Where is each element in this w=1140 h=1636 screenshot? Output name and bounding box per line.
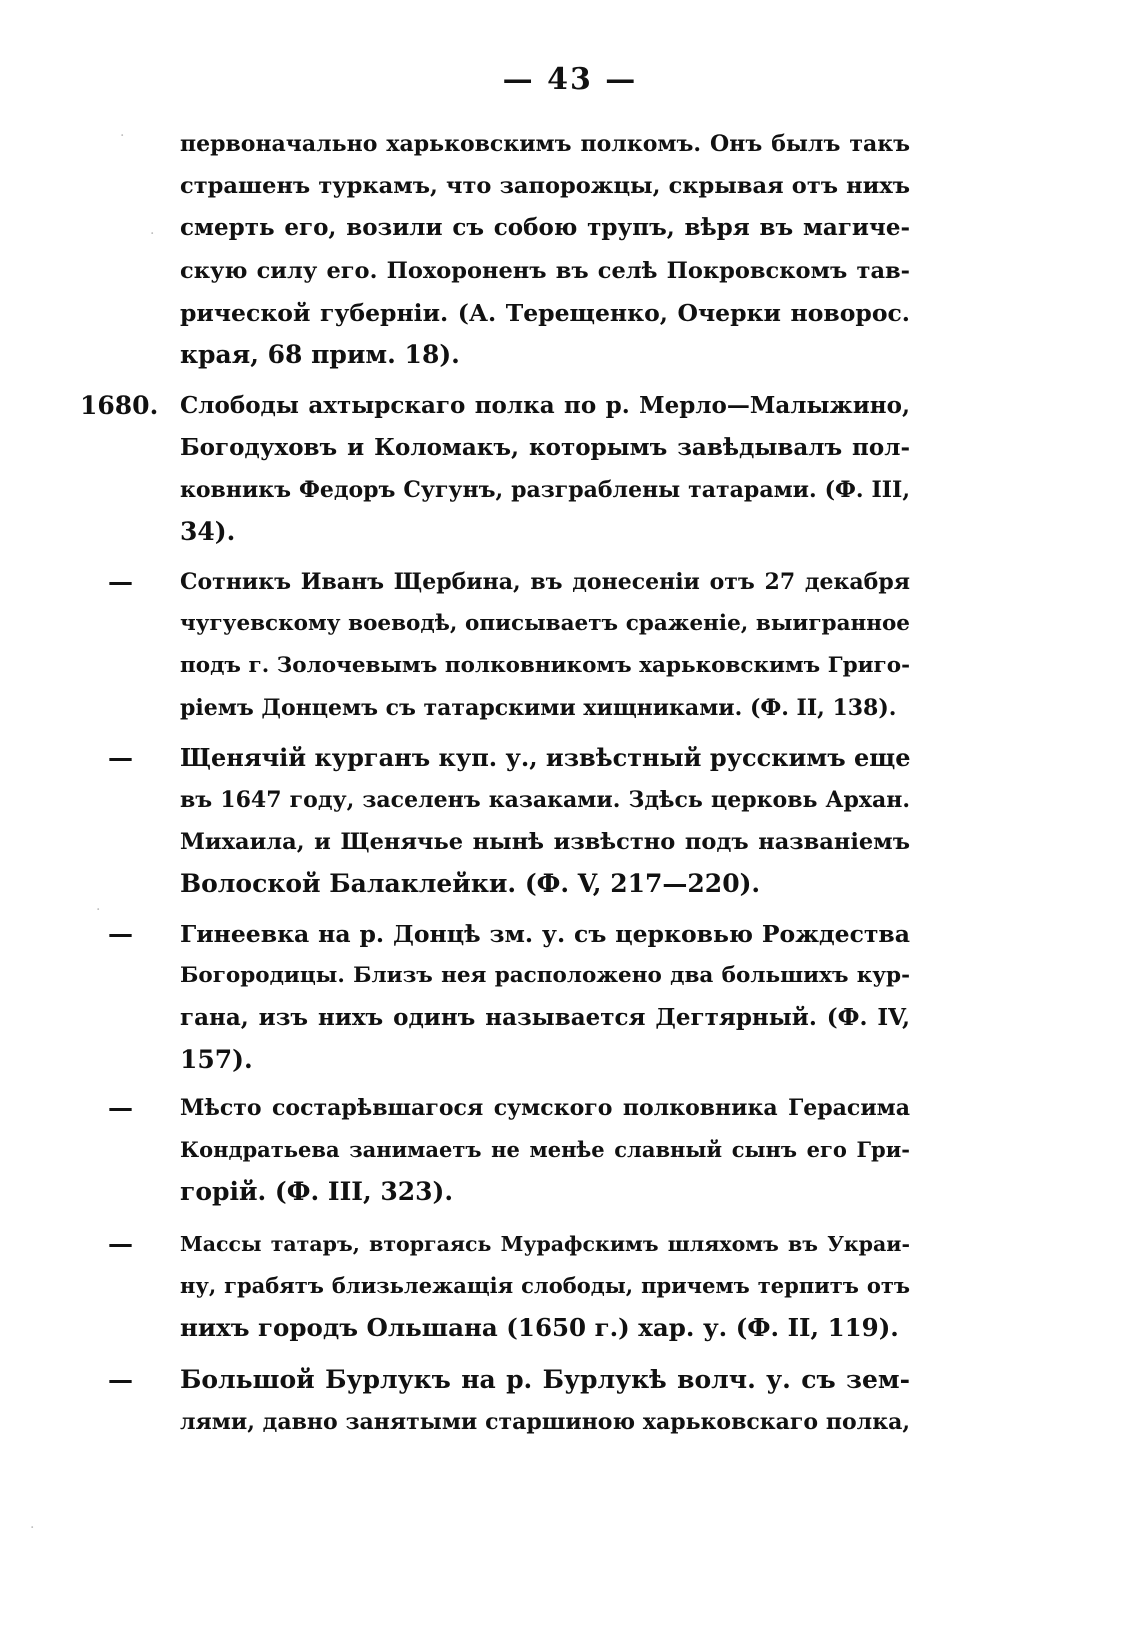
text-line: края, 68 прим. 18). [180,340,460,369]
text-line: нихъ городъ Ольшана (1650 г.) хар. у. (Ф. II, 119). [180,1313,899,1342]
entry-year: 1680. [80,391,159,420]
text-line: 34). [180,517,236,546]
text-line: Богодуховъ и Коломакъ, которымъ завѣдывалъ пол- [180,434,910,461]
text-line: смерть его, возили съ собою трупъ, вѣря въ магиче- [180,214,910,241]
text-line: рической губерніи. (А. Терещенко, Очерки новорос. [180,299,910,327]
entry-dash: — [108,1093,133,1122]
paper-speck: · [30,1520,35,1536]
text-line: ну, грабятъ близьлежащія слободы, причемъ терпитъ отъ [180,1273,910,1298]
text-line: подъ г. Золочевымъ полковникомъ харьковскимъ Григо- [180,653,910,678]
entry-dash: — [108,919,133,948]
entry-dash: — [108,1229,133,1258]
text-line: Кондратьева занимаетъ не менѣе славный сынъ его Гри- [180,1137,910,1162]
text-line: гана, изъ нихъ одинъ называется Дегтярный. (Ф. IV, [180,1004,910,1031]
page-number: — 43 — [502,62,638,97]
entry-dash: — [108,743,133,772]
text-line: Волоской Балаклейки. (Ф. V, 217—220). [180,869,761,898]
text-line: первоначально харьковскимъ полкомъ. Онъ былъ такъ [180,131,910,157]
text-line: Богородицы. Близъ нея расположено два большихъ кур- [180,963,910,988]
text-line: страшенъ туркамъ, что запорожцы, скрывая отъ нихъ [180,173,910,199]
paper-speck: · [96,902,101,918]
text-line: 157). [180,1045,253,1074]
entry-dash: — [108,1365,133,1394]
text-line: Михаила, и Щенячье нынѣ извѣстно подъ названіемъ [180,829,910,855]
text-line: Щенячій курганъ куп. у., извѣстный русскимъ еще [180,743,911,772]
text-line: скую силу его. Похороненъ въ селѣ Покровскомъ тав- [180,258,910,284]
text-line: ріемъ Донцемъ съ татарскими хищниками. (Ф. II, 138). [180,695,897,721]
text-line: Сотникъ Иванъ Щербина, въ донесеніи отъ 27 декабря [180,569,910,595]
entry-dash: — [108,567,133,596]
paper-speck: · [120,128,125,144]
text-line: въ 1647 году, заселенъ казаками. Здѣсь церковь Архан. [180,787,910,813]
paper-speck: · [150,226,155,242]
text-line: лями, давно занятыми старшиною харьковскаго полка, [180,1409,910,1435]
text-line: ковникъ Федоръ Сугунъ, разграблены татарами. (Ф. III, [180,477,910,503]
text-line: Массы татаръ, вторгаясь Мурафскимъ шляхомъ въ Украи- [180,1232,910,1256]
text-line: Гинеевка на р. Донцѣ зм. у. съ церковью Рождества [180,920,910,948]
text-line: чугуевскому воеводѣ, описываетъ сраженіе, выигранное [180,611,910,636]
text-line: Слободы ахтырскаго полка по р. Мерло—Малыжино, [180,392,910,419]
text-line: Мѣсто состарѣвшагося сумского полковника Герасима [180,1095,910,1121]
text-line: горій. (Ф. III, 323). [180,1177,454,1206]
text-line: Большой Бурлукъ на р. Бурлукѣ волч. у. съ зем- [180,1365,910,1394]
